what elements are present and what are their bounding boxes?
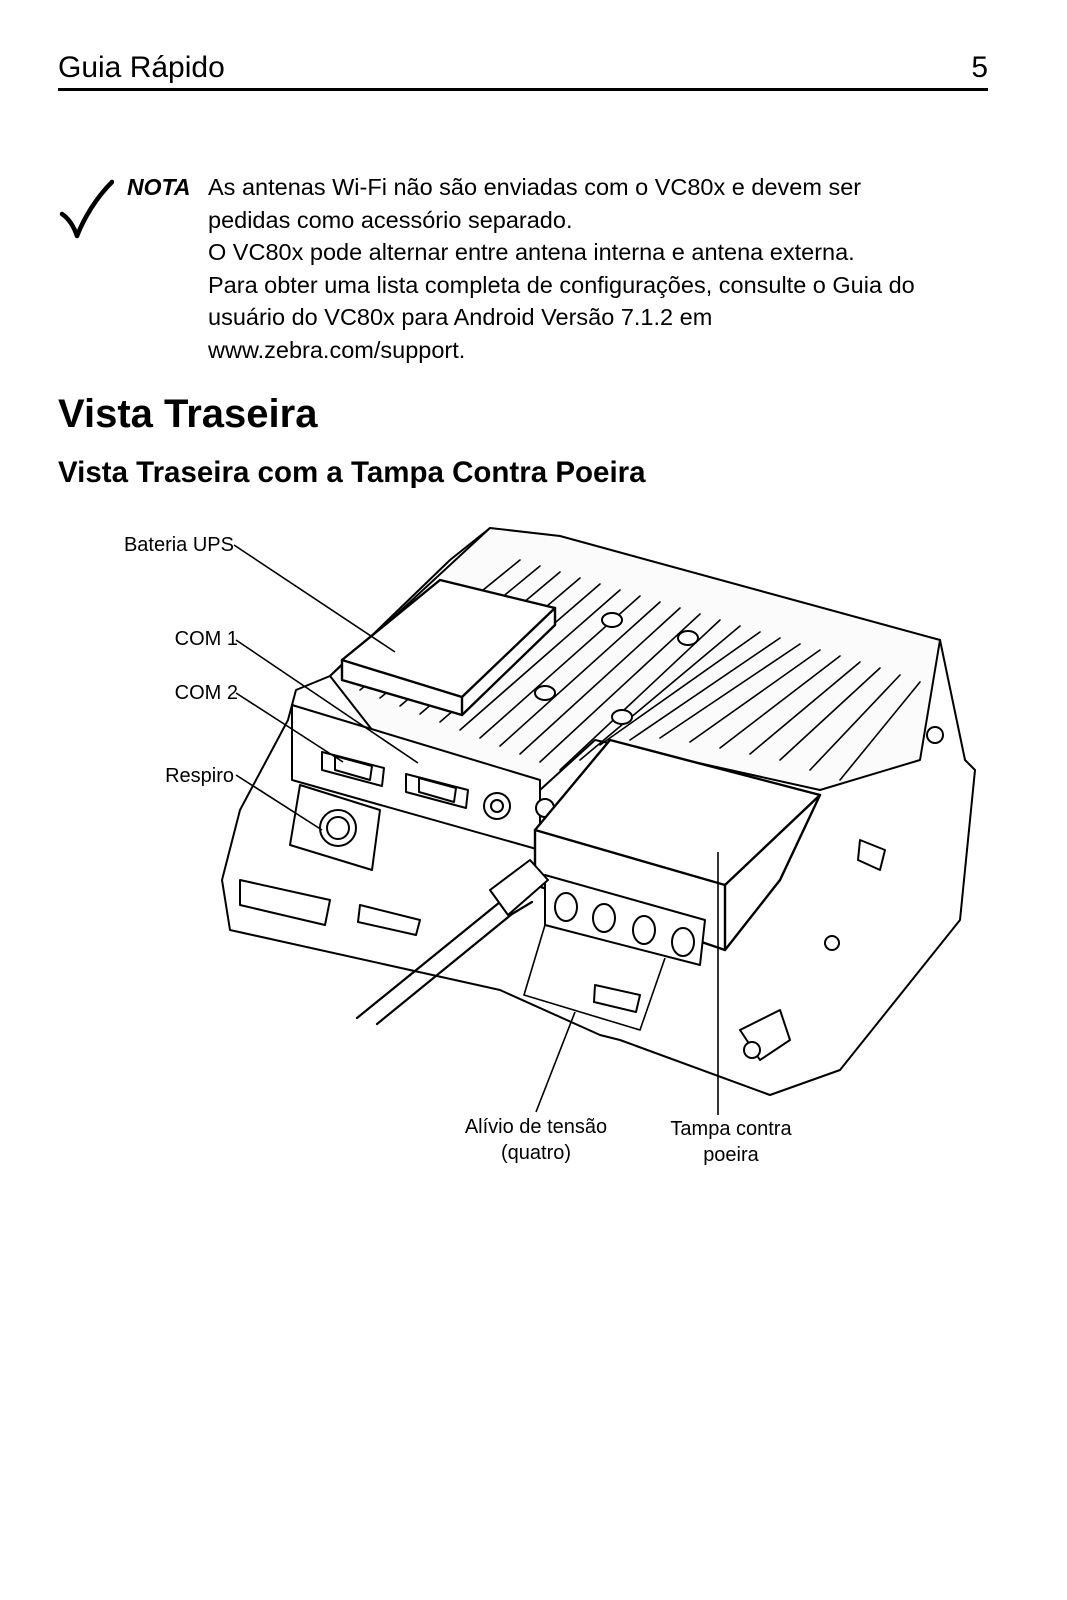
page-number: 5 <box>971 51 988 84</box>
note-line: usuário do VC80x para Android Versão 7.1.2 em <box>208 304 713 331</box>
callout-dust-cover-line1: Tampa contra <box>670 1118 792 1140</box>
callout-vent: Respiro <box>165 765 234 787</box>
callout-dust-cover <box>650 1116 812 1168</box>
header-title: Guia Rápido <box>58 51 225 84</box>
page-header <box>58 50 988 91</box>
section-subtitle: Vista Traseira com a Tampa Contra Poeira <box>58 456 646 489</box>
note-line: www.zebra.com/support. <box>208 336 466 363</box>
callout-com1: COM 1 <box>174 628 238 650</box>
rear-view-figure <box>0 500 1067 1200</box>
callout-ups-battery: Bateria UPS <box>123 534 234 556</box>
note-line: pedidas como acessório separado. <box>208 206 573 233</box>
callout-com2: COM 2 <box>174 682 238 704</box>
note-label: NOTA <box>127 174 191 200</box>
check-icon <box>58 178 114 240</box>
note-line: Para obter uma lista completa de configurações, consulte o Guia do <box>208 271 915 298</box>
device-rear-illustration <box>0 500 1067 1200</box>
section-title: Vista Traseira <box>58 392 318 436</box>
note-line: O VC80x pode alternar entre antena interna e antena externa. <box>208 239 855 266</box>
callout-strain-relief-line1: Alívio de tensão <box>464 1116 608 1138</box>
note-body <box>208 171 1008 367</box>
callout-dust-cover-line2: poeira <box>703 1144 759 1166</box>
note-line: As antenas Wi-Fi não são enviadas com o VC80x e devem ser <box>208 174 862 200</box>
callout-strain-relief <box>446 1114 626 1166</box>
callout-strain-relief-line2: (quatro) <box>500 1142 572 1164</box>
